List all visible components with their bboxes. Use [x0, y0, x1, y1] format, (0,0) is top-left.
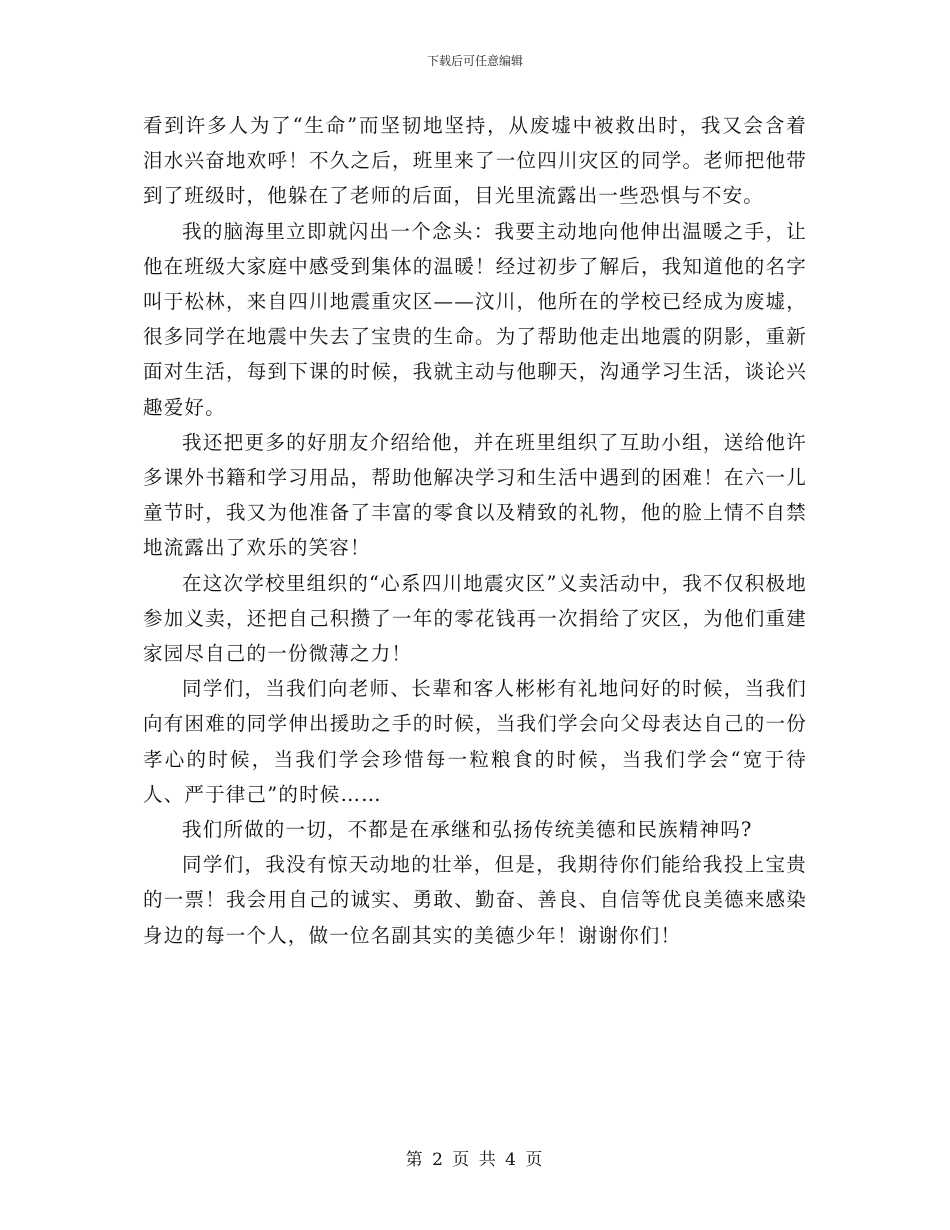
paragraph-1: 看到许多人为了“生命”而坚韧地坚持，从废墟中被救出时，我又会含着泪水兴奋地欢呼！不久之后，班里来了一位四川灾区的同学。老师把他带到了班级时，他躲在了老师的后面，目光里流露出一些恐惧与不安。 [143, 114, 807, 208]
page-number: 第 2 页 共 4 页 [405, 1150, 545, 1170]
paragraph-5: 同学们，当我们向老师、长辈和客人彬彬有礼地问好的时候，当我们向有困难的同学伸出援助之手的时候，当我们学会向父母表达自己的一份孝心的时候，当我们学会珍惜每一粒粮食的时候，当我们学会“宽于待人、严于律己”的时候…… [143, 677, 807, 806]
paragraph-6: 我们所做的一切，不都是在承继和弘扬传统美德和民族精神吗? [182, 818, 753, 842]
paragraph-2: 我的脑海里立即就闪出一个念头：我要主动地向他伸出温暖之手，让他在班级大家庭中感受到集体的温暖！经过初步了解后，我知道他的名字叫于松林，来自四川地震重灾区——汶川，他所在的学校已经成为废墟，很多同学在地震中失去了宝贵的生命。为了帮助他走出地震的阴影，重新面对生活，每到下课的时候，我就主动与他聊天，沟通学习生活，谈论兴趣爱好。 [143, 219, 807, 419]
page-header: 下载后可任意编辑 [426, 54, 523, 68]
document-body [143, 108, 807, 953]
paragraph-4: 在这次学校里组织的“心系四川地震灾区”义卖活动中，我不仅积极地参加义卖，还把自己积攒了一年的零花钱再一次捐给了灾区，为他们重建家园尽自己的一份微薄之力！ [143, 571, 807, 666]
paragraph-7: 同学们，我没有惊天动地的壮举，但是，我期待你们能给我投上宝贵的一票！我会用自己的诚实、勇敢、勤奋、善良、自信等优良美德来感染身边的每一个人，做一位名副其实的美德少年！谢谢你们！ [143, 853, 807, 947]
paragraph-3: 我还把更多的好朋友介绍给他，并在班里组织了互助小组，送给他许多课外书籍和学习用品，帮助他解决学习和生活中遇到的困难！在六一儿童节时，我又为他准备了丰富的零食以及精致的礼物，他的脸上情不自禁地流露出了欢乐的笑容！ [143, 430, 807, 560]
